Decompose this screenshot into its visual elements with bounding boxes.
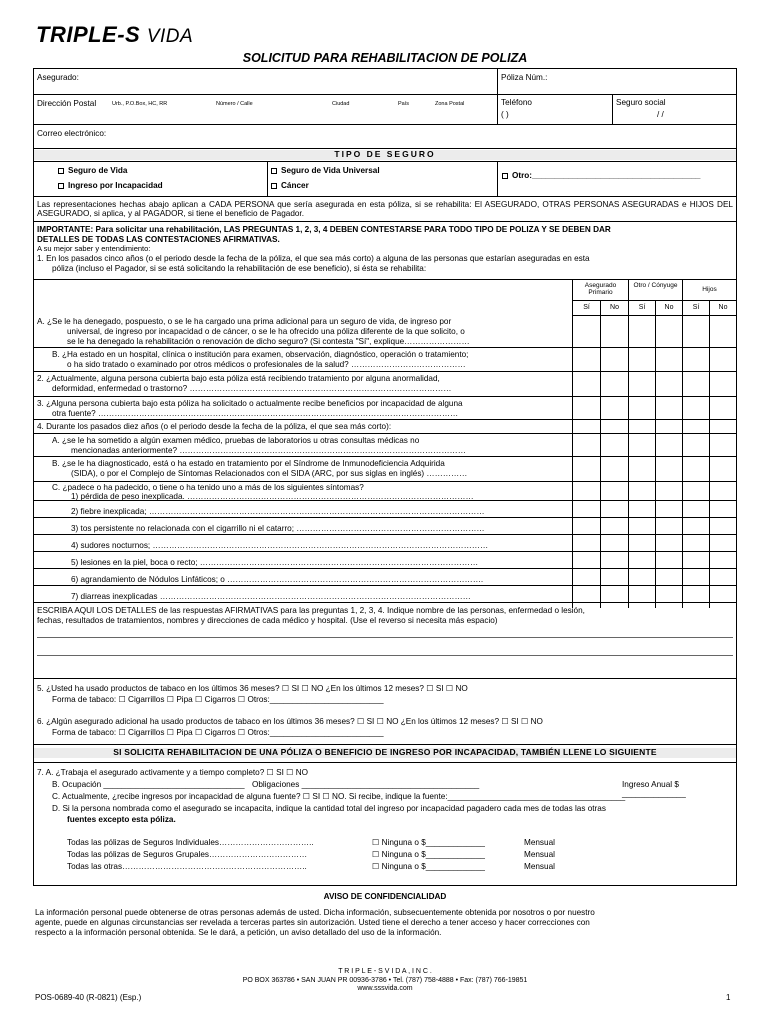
q2-line1: 2. ¿Actualmente, alguna persona cubierta bajo esta póliza está recibiendo tratamiento por alguna anormalidad, <box>37 374 440 383</box>
detalles-row[interactable] <box>34 603 736 679</box>
incapacidad-heading: SI SOLICITA REHABILITACION DE UNA PÓLIZA O BENEFICIO DE INGRESO POR INCAPACIDAD, TAMBIÉN LLENE LO SIGUIENTE <box>34 748 736 758</box>
q7b-obligaciones[interactable]: Obligaciones _______________________________________ <box>252 780 480 789</box>
symptom-6: 6) agrandamiento de Nódulos Linfáticos; o …………………………………………………………………………………. <box>71 575 484 584</box>
grid-header-hijos: Hijos <box>682 280 736 301</box>
incapacidad-row <box>34 745 736 763</box>
telefono-label: Teléfono <box>501 98 532 107</box>
importante-row <box>34 222 736 280</box>
dir-part-pais: País <box>398 101 410 107</box>
tipo-heading: TIPO DE SEGURO <box>34 150 736 160</box>
symptom-2: 2) fiebre inexplicada; …………………………………………………………………………………………………………… <box>71 507 485 516</box>
q7-amt-2[interactable]: ☐ Ninguna o $_____________ <box>372 850 485 859</box>
q5-line1[interactable]: 5. ¿Usted ha usado productos de tabaco en los últimos 36 meses? ☐ SI ☐ NO ¿En los últimos 12 meses? ☐ SI ☐ NO <box>37 684 468 693</box>
q3-line1: 3. ¿Alguna persona cubierta bajo esta póliza ha solicitado o actualmente recibe beneficios por incapacidad de alguna <box>37 399 463 408</box>
q7d-line1: D. Si la persona nombrada como el asegurado se incapacita, indique la cantidad total del ingreso por incapacidad pagadero cada mes de todas las otras <box>52 804 606 813</box>
form-title: SOLICITUD PARA REHABILITACION DE POLIZA <box>242 51 528 65</box>
q7-mensual-2: Mensual <box>524 850 555 859</box>
q5-line2[interactable]: Forma de tabaco: ☐ Cigarrillos ☐ Pipa ☐ Cigarros ☐ Otros:_________________________ <box>52 695 384 704</box>
tipo-cancer[interactable]: Cáncer <box>271 181 309 190</box>
direccion-label: Dirección Postal <box>37 99 97 108</box>
grid-header-otro: Otro / Cónyuge <box>628 280 682 301</box>
row-asegurado <box>34 69 736 95</box>
grid-no-1: No <box>600 301 628 316</box>
q7-mensual-3: Mensual <box>524 862 555 871</box>
telefono-paren: ( ) <box>501 110 509 119</box>
q7d-line2: fuentes excepto esta póliza. <box>67 815 176 824</box>
importante-line1: IMPORTANTE: Para solicitar una rehabilitación, LAS PREGUNTAS 1, 2, 3, 4 DEBEN CONTESTARSE PARA TODO TIPO DE POLIZA Y SE DEBEN DAR <box>37 225 611 234</box>
form-number: POS-0689-40 (R-0821) (Esp.) <box>35 993 142 1002</box>
logo-brand: TRIPLE-S <box>36 22 141 47</box>
importante-line5: póliza (incluso el Pagador, si se está solicitando la rehabilitación de ese beneficio), si ésta se rehabilita: <box>52 264 427 273</box>
q7-total-1: Todas las pólizas de Seguros Individuales…………………………….. <box>67 838 314 847</box>
q6-line2[interactable]: Forma de tabaco: ☐ Cigarrillos ☐ Pipa ☐ Cigarros ☐ Otros:_________________________ <box>52 728 384 737</box>
grid-header-asegurado: Asegurado Primario <box>572 280 628 301</box>
symptom-4: 4) sudores nocturnos; …………………………………………………………………………………………………………… <box>71 541 489 550</box>
q1a-line2: universal, de ingreso por incapacidad o de cáncer, o se le ha ofrecido una póliza diferente de la que solicito, o <box>67 327 465 336</box>
q7b-ingreso[interactable]: Ingreso Anual $ ______________ <box>622 780 686 799</box>
q1a-line1: A. ¿Se le ha denegado, pospuesto, o se le ha cargado una prima adicional para un seguro de vida, de ingreso por <box>37 317 452 326</box>
detalles-line-b[interactable] <box>37 655 733 656</box>
tipo-otro[interactable]: Otro:_____________________________________ <box>502 171 701 180</box>
poliza-label: Póliza Núm.: <box>501 73 548 82</box>
q7-amt-1[interactable]: ☐ Ninguna o $_____________ <box>372 838 485 847</box>
seguro-social-slashes: / / <box>657 110 664 119</box>
grid-si-1: Sí <box>572 301 600 316</box>
importante-line4: 1. En los pasados cinco años (o el periodo desde la fecha de la póliza, el que sea más corto) a alguna de las personas que estarían aseguradas en esta <box>37 254 590 263</box>
q7-total-2: Todas las pólizas de Seguros Grupales……………………………… <box>67 850 308 859</box>
dir-part-urb: Urb., P.O.Box, HC, RR <box>112 101 168 107</box>
q7-total-3: Todas las otras………………………………………………………….. <box>67 862 307 871</box>
q4c-text: C. ¿padece o ha padecido, o tiene o ha tenido uno a más de los siguientes síntomas? <box>52 483 364 492</box>
aviso-line3: respecto a la información personal obtenida. Se le dará, a petición, un aviso detallado del uso de la información. <box>35 928 442 937</box>
aviso-title: AVISO DE CONFIDENCIALIDAD <box>323 892 447 901</box>
q7-amt-3[interactable]: ☐ Ninguna o $_____________ <box>372 862 485 871</box>
importante-line2: DETALLES DE TODAS LAS CONTESTACIONES AFIRMATIVAS. <box>37 235 280 244</box>
detalles-line2: fechas, resultados de tratamientos, nombres y direcciones de cada médico y hospital. (Use el reverso si necesita más espacio) <box>37 616 498 625</box>
page-number: 1 <box>726 993 731 1002</box>
q7-mensual-1: Mensual <box>524 838 555 847</box>
q6-line1[interactable]: 6. ¿Algún asegurado adicional ha usado productos de tabaco en los últimos 36 meses? ☐ SI ☐ NO ¿En los últimos 12 meses? ☐ SI ☐ NO <box>37 717 543 726</box>
grid-si-3: Sí <box>682 301 709 316</box>
q4b-line1: B. ¿se le ha diagnosticado, está o ha estado en tratamiento por el Síndrome de Inmunodeficiencia Adquirida <box>52 459 445 468</box>
tipo-row <box>34 149 736 162</box>
symptom-1: 1) pérdida de peso inexplicada. …………………………………………………………………………………………… <box>71 492 474 501</box>
importante-line3: A su mejor saber y entendimiento: <box>37 244 151 253</box>
q1b-line2: o ha sido tratado o examinado por otros médicos o profesionales de la salud? …………………………………… <box>67 360 466 369</box>
q4-text: 4. Durante los pasados diez años (o el periodo desde la fecha de la póliza, el que sea más corto): <box>37 422 392 431</box>
form-frame <box>33 68 737 886</box>
q4b-line2: (SIDA), o por el Complejo de Síntomas Relacionados con el SIDA (ARC, por sus siglas en inglés) …………… <box>71 469 468 478</box>
representaciones-text: Las representaciones hechas abajo aplican a CADA PERSONA que sería asegurada en esta póliza, si se rehabilita: El ASEGURADO, OTRAS PERSONAS ASEGURADAS e HIJOS DEL ASEGURADO, si aplica, y al PAGADOR, si tiene el beneficio de Pagador. <box>37 200 733 219</box>
tipo-incapacidad[interactable]: Ingreso por Incapacidad <box>58 181 163 190</box>
detalles-line1: ESCRIBA AQUI LOS DETALLES de las respuestas AFIRMATIVAS para las preguntas 1, 2, 3, 4. Indique nombre de las personas, enfermedad o lesión, <box>37 606 585 615</box>
q7c[interactable]: C. Actualmente, ¿recibe ingresos por incapacidad de alguna fuente? ☐ SI ☐ NO. Si recibe, indique la fuente:_______________________________________ <box>52 792 626 801</box>
q4a-line2: mencionadas anteriormente? …………………………………………………………………………………………… <box>71 446 466 455</box>
dir-part-zona: Zona Postal <box>435 101 465 107</box>
q4a-line1: A. ¿se le ha sometido a algún examen médico, pruebas de laboratorios u otras consultas médicas no <box>52 436 420 445</box>
tipo-universal[interactable]: Seguro de Vida Universal <box>271 166 380 175</box>
q1b-line1: B. ¿Ha estado en un hospital, clínica o institución para examen, observación, diagnóstico, operación o tratamiento; <box>52 350 469 359</box>
aviso-line2: agente, puede en algunas circunstancias ser revelada a terceras partes sin autorización. Usted tiene el derecho a tener acceso y hacer correcciones con <box>35 918 590 927</box>
company-logo <box>36 22 193 48</box>
representaciones-row <box>34 197 736 222</box>
question-grid <box>34 280 736 608</box>
footer-company: T R I P L E - S V I D A , I N C . <box>338 968 432 975</box>
q7-section <box>34 763 736 887</box>
q3-line2: otra fuente? …………………………………………………………………………………………………………………… <box>52 409 459 418</box>
tipo-vida[interactable]: Seguro de Vida <box>58 166 127 175</box>
detalles-line-a[interactable] <box>37 637 733 638</box>
symptom-3: 3) tos persistente no relacionada con el cigarrillo ni el catarro; …………………………………………………………… <box>71 524 485 533</box>
row-correo <box>34 125 736 149</box>
dir-part-ciudad: Ciudad <box>332 101 350 107</box>
q7b-ocupacion[interactable]: B. Ocupación _______________________________ <box>52 780 245 789</box>
q7a[interactable]: 7. A. ¿Trabaja el asegurado activamente y a tiempo completo? ☐ SI ☐ NO <box>37 768 309 777</box>
symptom-5: 5) lesiones en la piel, boca o recto; ………………………………………………………………………………………… <box>71 558 479 567</box>
correo-label: Correo electrónico: <box>37 129 107 138</box>
dir-part-calle: Número / Calle <box>216 101 253 107</box>
grid-no-2: No <box>655 301 682 316</box>
aviso-line1: La información personal puede obtenerse de otras personas además de usted. Dicha información, subsecuentemente obtenida por nosotros o por nuestro <box>35 908 595 917</box>
tabaco-row <box>34 679 736 745</box>
q1a-line3: se le ha denegado la rehabilitación o renovación de dicho seguro? (Si contesta "Sí", explique…………………… <box>67 337 470 346</box>
grid-no-3: No <box>709 301 736 316</box>
footer-address: PO BOX 363786 • SAN JUAN PR 00936-3786 • Tel. (787) 758-4888 • Fax: (787) 766-19851 <box>242 977 528 984</box>
asegurado-label: Asegurado: <box>37 73 79 82</box>
tipo-options <box>34 162 736 197</box>
row-direccion <box>34 95 736 125</box>
footer-web[interactable]: www.sssvida.com <box>357 985 413 992</box>
symptom-7: 7) diarreas inexplicadas …………………………………………………………………………………………………… <box>71 592 471 601</box>
logo-sub: VIDA <box>146 26 194 47</box>
seguro-social-label: Seguro social <box>616 98 666 107</box>
q2-line2: deformidad, enfermedad o trastorno? …………………………………………………………………………………… <box>52 384 452 393</box>
grid-si-2: Sí <box>628 301 655 316</box>
